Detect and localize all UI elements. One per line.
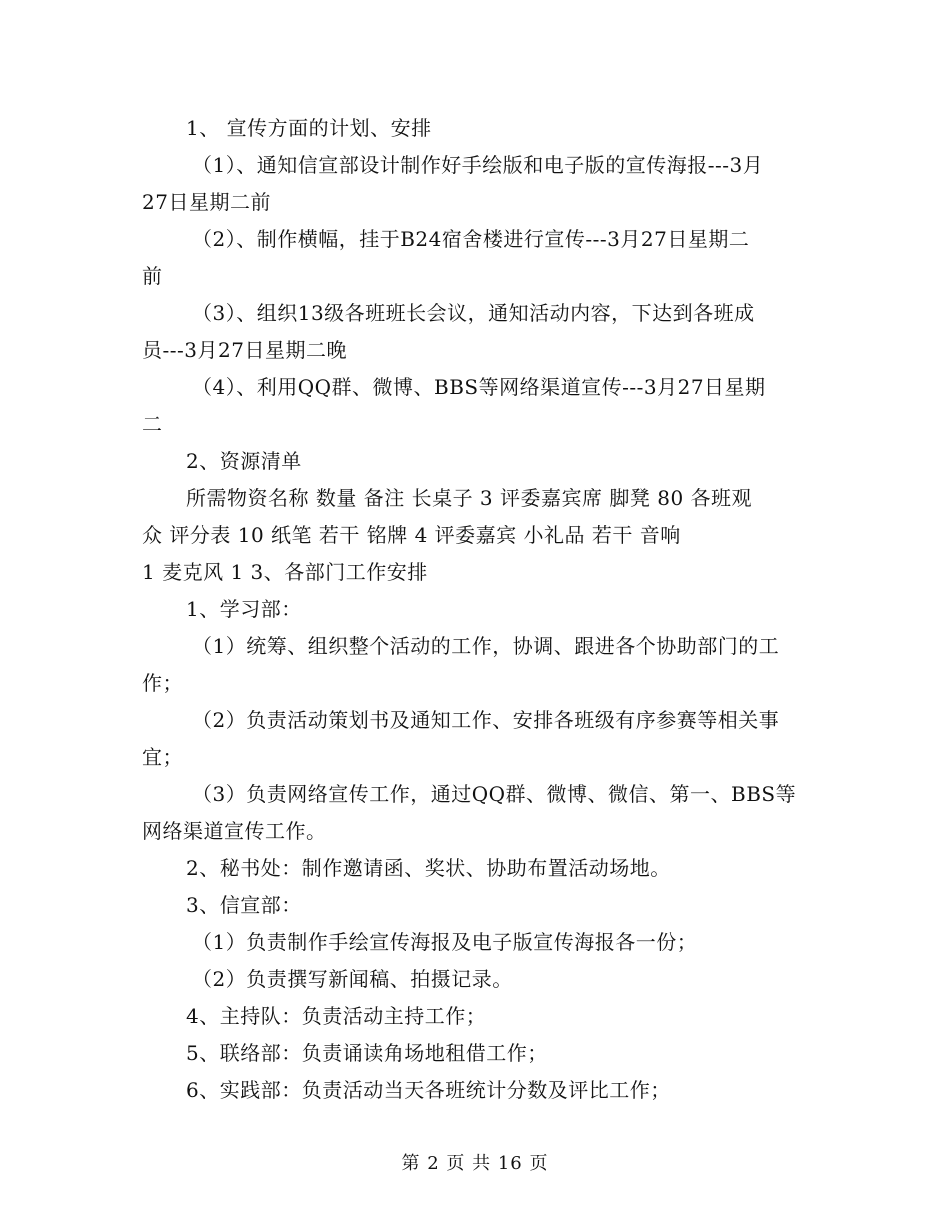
paragraph-line: 众 评分表 10 纸笔 若干 铭牌 4 评委嘉宾 小礼品 若干 音响 — [142, 523, 681, 547]
paragraph-line: 宜； — [142, 745, 183, 769]
paragraph-line: 作； — [142, 671, 183, 695]
paragraph-line: 6、实践部：负责活动当天各班统计分数及评比工作； — [186, 1078, 671, 1102]
page-number-footer: 第 2 页 共 16 页 — [401, 1153, 549, 1174]
paragraph-line: 4、主持队：负责活动主持工作； — [186, 1004, 487, 1028]
paragraph-line: 5、联络部：负责诵读角场地租借工作； — [186, 1041, 548, 1065]
paragraph-line: （3）、组织13级各班班长会议，通知活动内容，下达到各班成 — [192, 301, 755, 325]
paragraph-line: （3）负责网络宣传工作，通过QQ群、微博、微信、第一、BBS等 — [192, 782, 797, 806]
paragraph-line: 前 — [142, 264, 163, 288]
paragraph-line: 27日星期二前 — [142, 190, 271, 214]
paragraph-line: 2、秘书处：制作邀请函、奖状、协助布置活动场地。 — [186, 856, 671, 880]
subsection-heading-study: 1、学习部： — [186, 597, 302, 621]
paragraph-line: （1）统筹、组织整个活动的工作，协调、跟进各个协助部门的工 — [192, 634, 780, 658]
paragraph-line: （1）负责制作手绘宣传海报及电子版宣传海报各一份； — [192, 930, 698, 954]
paragraph-line: （1）、通知信宣部设计制作好手绘版和电子版的宣传海报---3月 — [192, 153, 764, 177]
paragraph-line: （2）负责撰写新闻稿、拍摄记录。 — [192, 967, 513, 991]
paragraph-line: 二 — [142, 412, 163, 436]
paragraph-line: 所需物资名称 数量 备注 长桌子 3 评委嘉宾席 脚凳 80 各班观 — [186, 486, 753, 510]
section-heading-publicity: 1、 宣传方面的计划、安排 — [186, 116, 432, 140]
paragraph-line: 1 麦克风 1 3、各部门工作安排 — [142, 560, 428, 584]
section-heading-resources: 2、资源清单 — [186, 449, 302, 473]
paragraph-line: 网络渠道宣传工作。 — [142, 819, 327, 843]
paragraph-line: 员---3月27日星期二晚 — [142, 338, 347, 362]
page-body — [142, 110, 812, 1109]
paragraph-line: （4）、利用QQ群、微博、BBS等网络渠道宣传---3月27日星期 — [192, 375, 766, 399]
subsection-heading-xinxuan: 3、信宣部： — [186, 893, 302, 917]
paragraph-line: （2）、制作横幅，挂于B24宿舍楼进行宣传---3月27日星期二 — [192, 227, 750, 251]
paragraph-line: （2）负责活动策划书及通知工作、安排各班级有序参赛等相关事 — [192, 708, 780, 732]
